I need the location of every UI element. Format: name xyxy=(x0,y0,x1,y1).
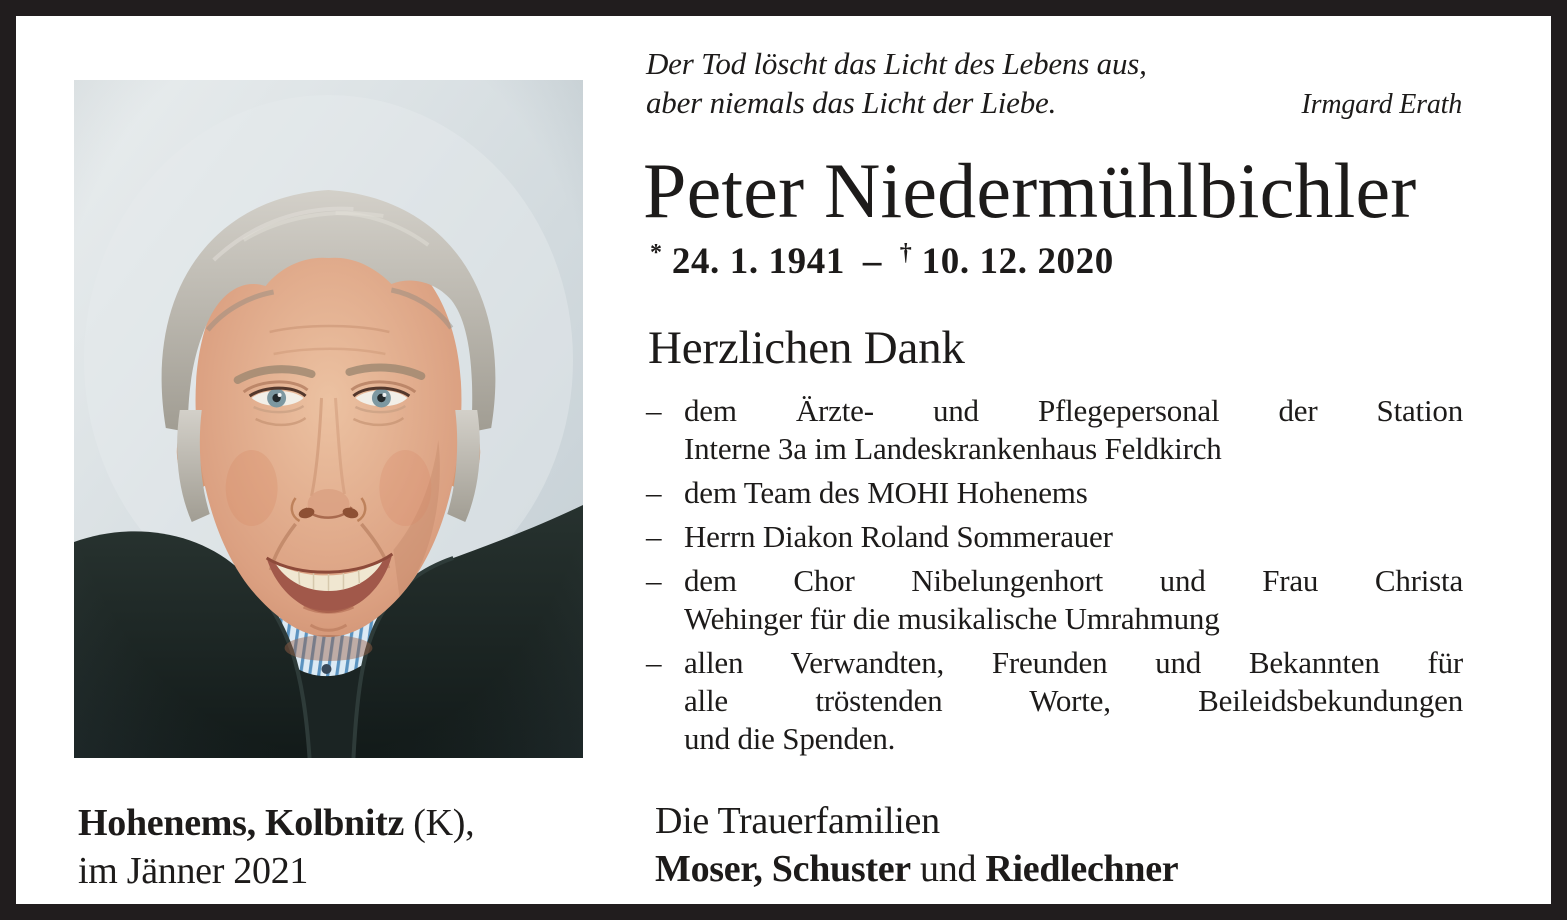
closing-place-line xyxy=(78,799,474,847)
birth-star-icon: * xyxy=(650,240,662,266)
closing-date-line: im Jänner 2021 xyxy=(78,850,309,892)
closing-families xyxy=(655,797,1178,893)
thanks-item xyxy=(646,392,1463,468)
quote-line-2: aber niemals das Licht der Liebe. xyxy=(646,85,1057,120)
place-region: (K), xyxy=(413,802,475,844)
birth-date: 24. 1. 1941 xyxy=(671,241,845,282)
thanks-item xyxy=(646,518,1463,556)
thanks-heading: Herzlichen Dank xyxy=(648,322,965,374)
thanks-item-line: alle tröstenden Worte, Beileidsbekundungen xyxy=(684,683,1463,718)
thanks-item xyxy=(646,644,1463,758)
place-names: Hohenems, Kolbnitz xyxy=(78,802,405,844)
thanks-item xyxy=(646,562,1463,638)
thanks-item-line: dem Ärzte- und Pflegepersonal der Station xyxy=(684,393,1463,428)
deceased-name: Peter Niedermühlbichler xyxy=(643,147,1417,234)
thanks-item-text xyxy=(684,392,1463,468)
quote-line-1: Der Tod löscht das Licht des Lebens aus, xyxy=(646,46,1147,81)
thanks-item-text xyxy=(684,518,1463,556)
family-group-2: Riedlechner xyxy=(985,848,1179,890)
list-dash: – xyxy=(646,645,662,680)
dates-separator: – xyxy=(862,241,882,282)
thanks-item-line: und die Spenden. xyxy=(684,721,896,756)
thanks-item-line: Herrn Diakon Roland Sommerauer xyxy=(684,519,1113,554)
thanks-item-line: Wehinger für die musikalische Umrahmung xyxy=(684,601,1220,636)
portrait-photo xyxy=(74,80,583,758)
thanks-item-line: dem Chor Nibelungenhort und Frau Christa xyxy=(684,563,1463,598)
list-dash: – xyxy=(646,519,662,554)
family-names-line xyxy=(655,845,1178,893)
thanks-item-text xyxy=(684,474,1463,512)
families-intro: Die Trauerfamilien xyxy=(655,800,940,842)
death-cross-icon: † xyxy=(899,240,912,266)
memorial-quote xyxy=(646,44,1462,124)
thanks-item xyxy=(646,474,1463,512)
families-conjunction: und xyxy=(920,848,977,890)
list-dash: – xyxy=(646,393,662,428)
quote-attribution: Irmgard Erath xyxy=(1301,89,1462,120)
life-dates xyxy=(650,240,1114,283)
thanks-item-line: allen Verwandten, Freunden und Bekannten für xyxy=(684,645,1463,680)
list-dash: – xyxy=(646,563,662,598)
death-date: 10. 12. 2020 xyxy=(921,241,1114,282)
thanks-item-line: dem Team des MOHI Hohenems xyxy=(684,475,1088,510)
thanks-item-text xyxy=(684,562,1463,638)
portrait-illustration xyxy=(74,80,583,758)
closing-place-date xyxy=(78,799,474,895)
thanks-list xyxy=(646,392,1463,764)
list-dash: – xyxy=(646,475,662,510)
family-group-1: Moser, Schuster xyxy=(655,848,911,890)
thanks-item-line: Interne 3a im Landeskrankenhaus Feldkirch xyxy=(684,431,1222,466)
thanks-item-text xyxy=(684,644,1463,758)
